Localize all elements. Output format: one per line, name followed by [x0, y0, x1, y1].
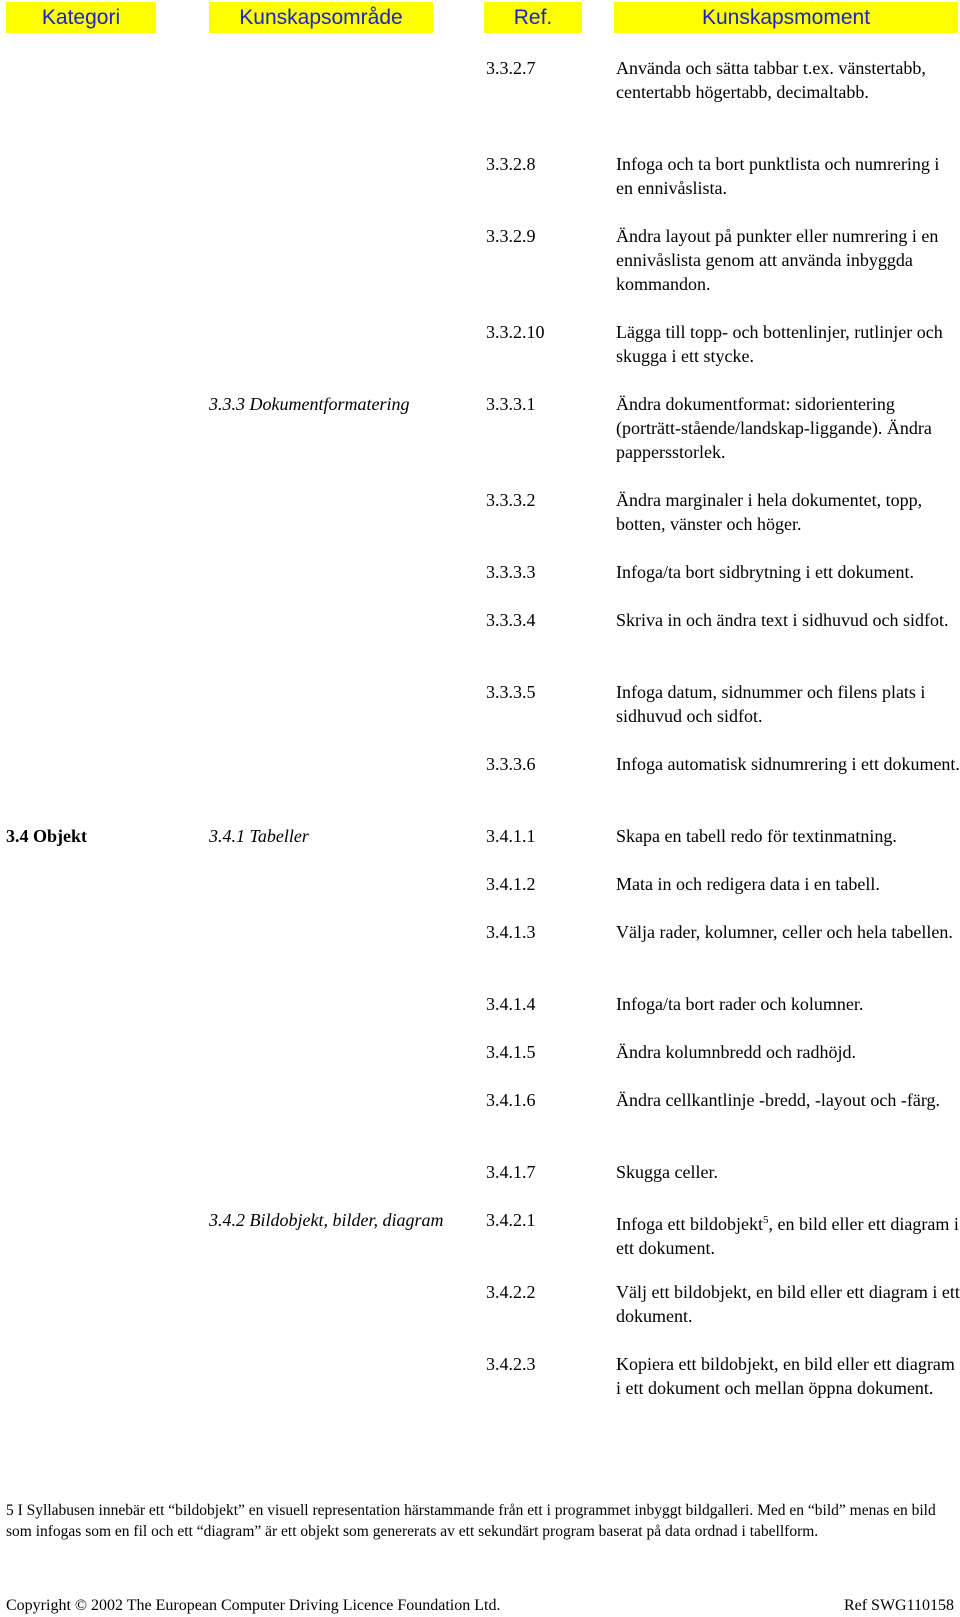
- row-text: Ändra dokumentformat: sidorientering (porträtt-stående/landskap-liggande). Ändra pappersstorlek.: [616, 394, 932, 462]
- row-text: Infoga och ta bort punktlista och numrering i en ennivåslista.: [616, 154, 940, 198]
- row-text: Infoga/ta bort rader och kolumner.: [616, 994, 864, 1014]
- row-area: 3.4.1 Tabeller: [209, 826, 309, 846]
- row-text: Välja rader, kolumner, celler och hela tabellen.: [616, 922, 953, 942]
- row-ref: 3.3.3.1: [486, 394, 536, 414]
- row-text: Använda och sätta tabbar t.ex. vänstertabb, centertabb högertabb, decimaltabb.: [616, 58, 926, 102]
- header-ref: Ref.: [484, 2, 582, 33]
- header-kunskapsomrade: Kunskapsområde: [209, 2, 433, 33]
- row-text: Skugga celler.: [616, 1162, 718, 1182]
- row-ref: 3.3.3.3: [486, 562, 536, 582]
- row-ref: 3.3.3.2: [486, 490, 536, 510]
- row-text: [616, 1208, 960, 1260]
- row-ref: 3.4.1.6: [486, 1090, 536, 1110]
- copyright-text: Copyright © 2002 The European Computer Driving Licence Foundation Ltd.: [6, 1597, 501, 1614]
- row-text: Infoga/ta bort sidbrytning i ett dokument.: [616, 562, 914, 582]
- row-ref: 3.4.1.4: [486, 994, 536, 1014]
- row-ref: 3.4.1.7: [486, 1162, 536, 1182]
- row-text: Ändra cellkantlinje -bredd, -layout och -färg.: [616, 1090, 941, 1110]
- row-ref: 3.3.2.8: [486, 154, 536, 174]
- row-category: 3.4 Objekt: [6, 826, 87, 846]
- row-text: Välj ett bildobjekt, en bild eller ett diagram i ett dokument.: [616, 1282, 960, 1326]
- row-ref: 3.3.2.7: [486, 58, 536, 78]
- row-ref: 3.4.2.3: [486, 1354, 536, 1374]
- row-text-part: , en bild eller ett diagram i ett dokument.: [616, 1214, 959, 1258]
- row-ref: 3.4.1.2: [486, 874, 536, 894]
- row-text: Ändra layout på punkter eller numrering i en ennivåslista genom att använda inbyggda kommandon.: [616, 226, 939, 294]
- footnote: 5 I Syllabusen innebär ett “bildobjekt” en visuell representation härstammande från ett i programmet inbyggt bildgalleri. Med en “bild” menas en bild som infogas som en fil och ett “diagram” är ett objekt som genererats av ett sekundärt program baserat på data ordnad i tabellform.: [6, 1502, 936, 1540]
- row-text: Infoga datum, sidnummer och filens plats i sidhuvud och sidfot.: [616, 682, 926, 726]
- row-text: Ändra marginaler i hela dokumentet, topp, botten, vänster och höger.: [616, 490, 923, 534]
- page-footer: [6, 1595, 954, 1617]
- row-ref: 3.4.1.1: [486, 826, 536, 846]
- row-text: Skriva in och ändra text i sidhuvud och sidfot.: [616, 610, 949, 630]
- row-text: Infoga automatisk sidnumrering i ett dokument.: [616, 754, 960, 774]
- row-ref: 3.4.1.5: [486, 1042, 536, 1062]
- footnote-marker: 5: [762, 1214, 769, 1226]
- row-text: Kopiera ett bildobjekt, en bild eller ett diagram i ett dokument och mellan öppna dokument.: [616, 1354, 955, 1398]
- header-kategori: Kategori: [6, 2, 156, 33]
- row-text: Ändra kolumnbredd och radhöjd.: [616, 1042, 856, 1062]
- row-ref: 3.3.3.4: [486, 610, 536, 630]
- document-ref: Ref SWG110158: [843, 1597, 954, 1614]
- row-area: 3.3.3 Dokumentformatering: [209, 394, 410, 414]
- row-text: Lägga till topp- och bottenlinjer, rutlinjer och skugga i ett stycke.: [616, 322, 943, 366]
- header-kunskapsmoment: Kunskapsmoment: [614, 2, 958, 33]
- row-ref: 3.3.2.10: [486, 322, 545, 342]
- row-ref: 3.3.3.5: [486, 682, 536, 702]
- row-ref: 3.4.2.2: [486, 1282, 536, 1302]
- row-ref: 3.3.3.6: [486, 754, 536, 774]
- row-text-part: Infoga ett bildobjekt: [616, 1214, 763, 1234]
- row-ref: 3.3.2.9: [486, 226, 536, 246]
- row-text: Skapa en tabell redo för textinmatning.: [616, 826, 897, 846]
- row-text: Mata in och redigera data i en tabell.: [616, 874, 880, 894]
- row-ref: 3.4.2.1: [486, 1210, 536, 1230]
- row-area: 3.4.2 Bildobjekt, bilder, diagram: [209, 1210, 444, 1230]
- row-ref: 3.4.1.3: [486, 922, 536, 942]
